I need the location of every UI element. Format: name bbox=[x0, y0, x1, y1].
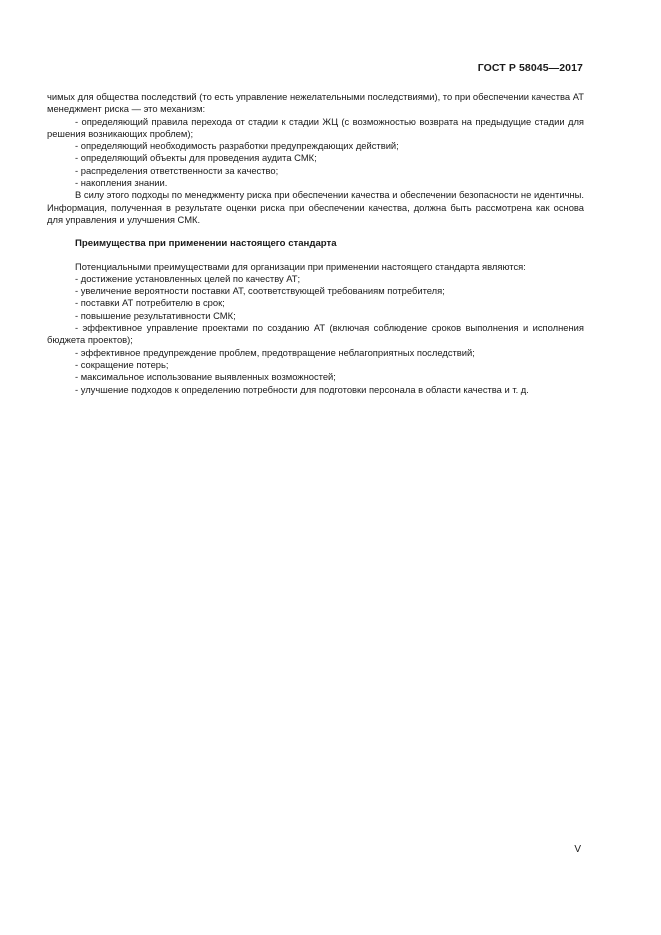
list-item: - распределения ответственности за качество; bbox=[75, 164, 279, 176]
page-number: V bbox=[574, 844, 581, 855]
list-item: - определяющий необходимость разработки предупреждающих действий; bbox=[75, 140, 399, 152]
list-item: - поставки АТ потребителю в срок; bbox=[75, 297, 225, 309]
section1-conclusion: В силу этого подходы по менеджменту риска при обеспечении качества и обеспечении безопасности не идентичны. Информация, полученная в результате оценки риска при обеспечении качества, должна быть рассмотрена как основа для управления и улучшения СМК. bbox=[47, 189, 584, 225]
list-item: - эффективное предупреждение проблем, предотвращение неблагоприятных последствий; bbox=[75, 346, 475, 358]
list-item: - сокращение потерь; bbox=[75, 358, 169, 370]
document-code-header: ГОСТ Р 58045—2017 bbox=[477, 62, 583, 74]
list-item: - повышение результативности СМК; bbox=[75, 309, 236, 321]
section2-heading: Преимущества при применении настоящего стандарта bbox=[75, 238, 337, 250]
list-item: - определяющий объекты для проведения аудита СМК; bbox=[75, 152, 317, 164]
list-item: - эффективное управление проектами по созданию АТ (включая соблюдение сроков выполнения и исполнения бюджета проектов); bbox=[47, 322, 584, 346]
list-item: - определяющий правила перехода от стадии к стадии ЖЦ (с возможностью возврата на предыдущие стадии для решения возникающих проблем); bbox=[47, 115, 584, 139]
section2-intro: Потенциальными преимуществами для организации при применении настоящего стандарта являются: bbox=[75, 260, 526, 272]
list-item: - максимальное использование выявленных возможностей; bbox=[75, 371, 336, 383]
page-content bbox=[47, 91, 584, 396]
list-item: - увеличение вероятности поставки АТ, соответствующей требованиям потребителя; bbox=[75, 285, 445, 297]
list-item: - улучшение подходов к определению потребности для подготовки персонала в области качества и т. д. bbox=[75, 383, 529, 395]
section1-intro: чимых для общества последствий (то есть управление нежелательными последствиями), то при обеспечении качества АТ менеджмент риска — это механизм: bbox=[47, 91, 584, 115]
list-item: - достижение установленных целей по качеству АТ; bbox=[75, 272, 301, 284]
list-item: - накопления знании. bbox=[75, 177, 168, 189]
